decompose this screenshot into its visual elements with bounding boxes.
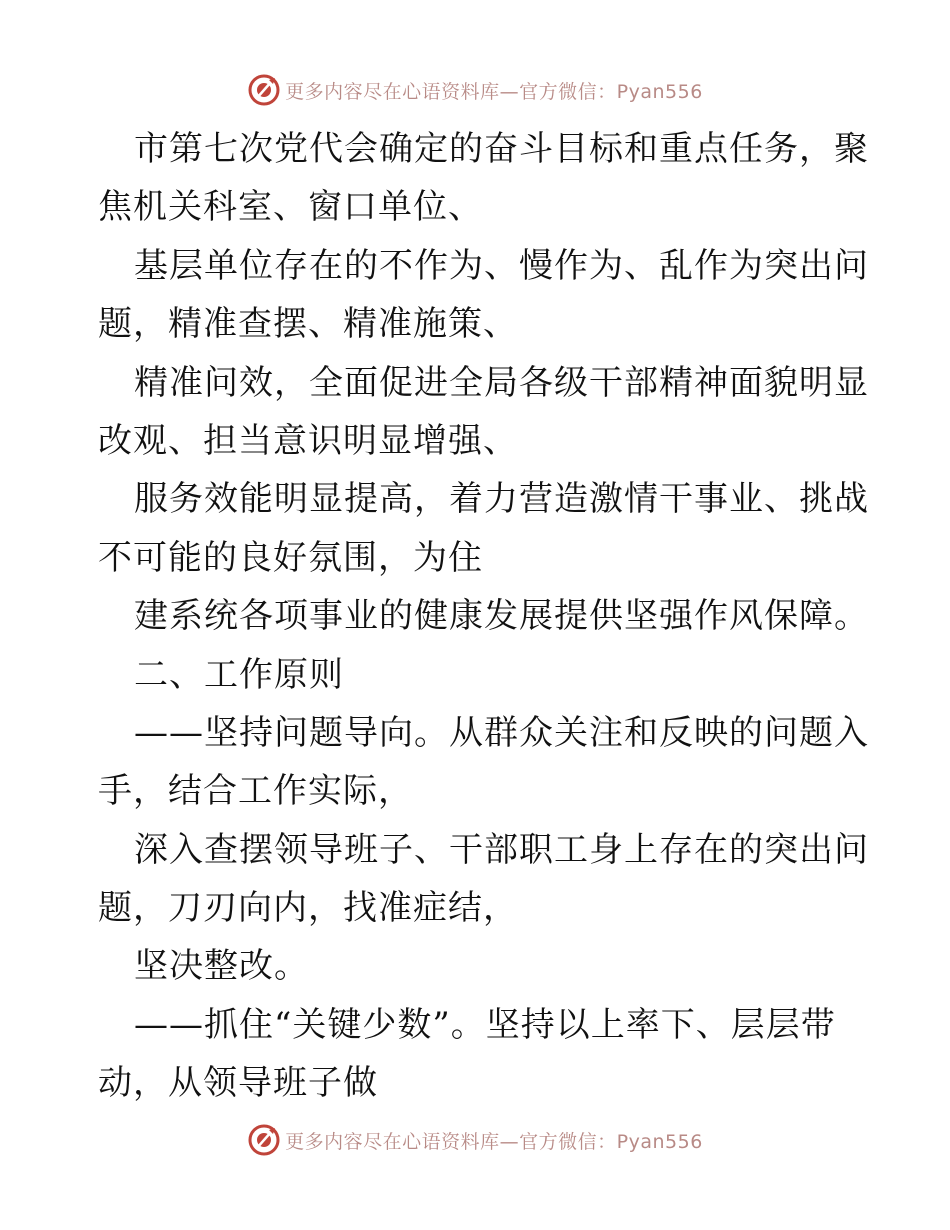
body-line: 动，从领导班子做 xyxy=(98,1063,378,1104)
body-line: 不可能的良好氛围，为住 xyxy=(98,537,483,578)
body-line: 市第七次党代会确定的奋斗目标和重点任务，聚 xyxy=(134,129,869,169)
footer-banner-text: 更多内容尽在心语资料库—官方微信：Pyan556 xyxy=(285,1130,703,1153)
body-line: 题，刀刃向内，找准症结， xyxy=(98,888,518,929)
body-line: ——抓住“关键少数”。坚持以上率下、层层带 xyxy=(134,1004,836,1045)
body-line: 坚决整改。 xyxy=(134,946,309,987)
seal-logo-icon xyxy=(247,73,281,107)
header-banner xyxy=(0,70,950,110)
body-line: 精准问效，全面促进全局各级干部精神面貌明显 xyxy=(134,362,869,403)
section-heading: 二、工作原则 xyxy=(134,654,344,695)
seal-logo-icon xyxy=(247,1123,281,1157)
header-banner-text: 更多内容尽在心语资料库—官方微信：Pyan556 xyxy=(285,80,703,103)
body-line: 手，结合工作实际， xyxy=(98,771,413,812)
body-line: 题，精准查摆、精准施策、 xyxy=(98,304,518,345)
body-line: 深入查摆领导班子、干部职工身上存在的突出问 xyxy=(134,829,869,870)
body-line: ——坚持问题导向。从群众关注和反映的问题入 xyxy=(134,712,869,753)
body-line: 改观、担当意识明显增强、 xyxy=(98,420,518,461)
document-body xyxy=(98,120,869,1113)
body-line: 建系统各项事业的健康发展提供坚强作风保障。 xyxy=(134,596,869,637)
body-line: 焦机关科室、窗口单位、 xyxy=(98,187,483,228)
body-line: 服务效能明显提高，着力营造激情干事业、挑战 xyxy=(134,479,869,520)
footer-banner xyxy=(0,1120,950,1160)
body-line: 基层单位存在的不作为、慢作为、乱作为突出问 xyxy=(134,245,869,286)
